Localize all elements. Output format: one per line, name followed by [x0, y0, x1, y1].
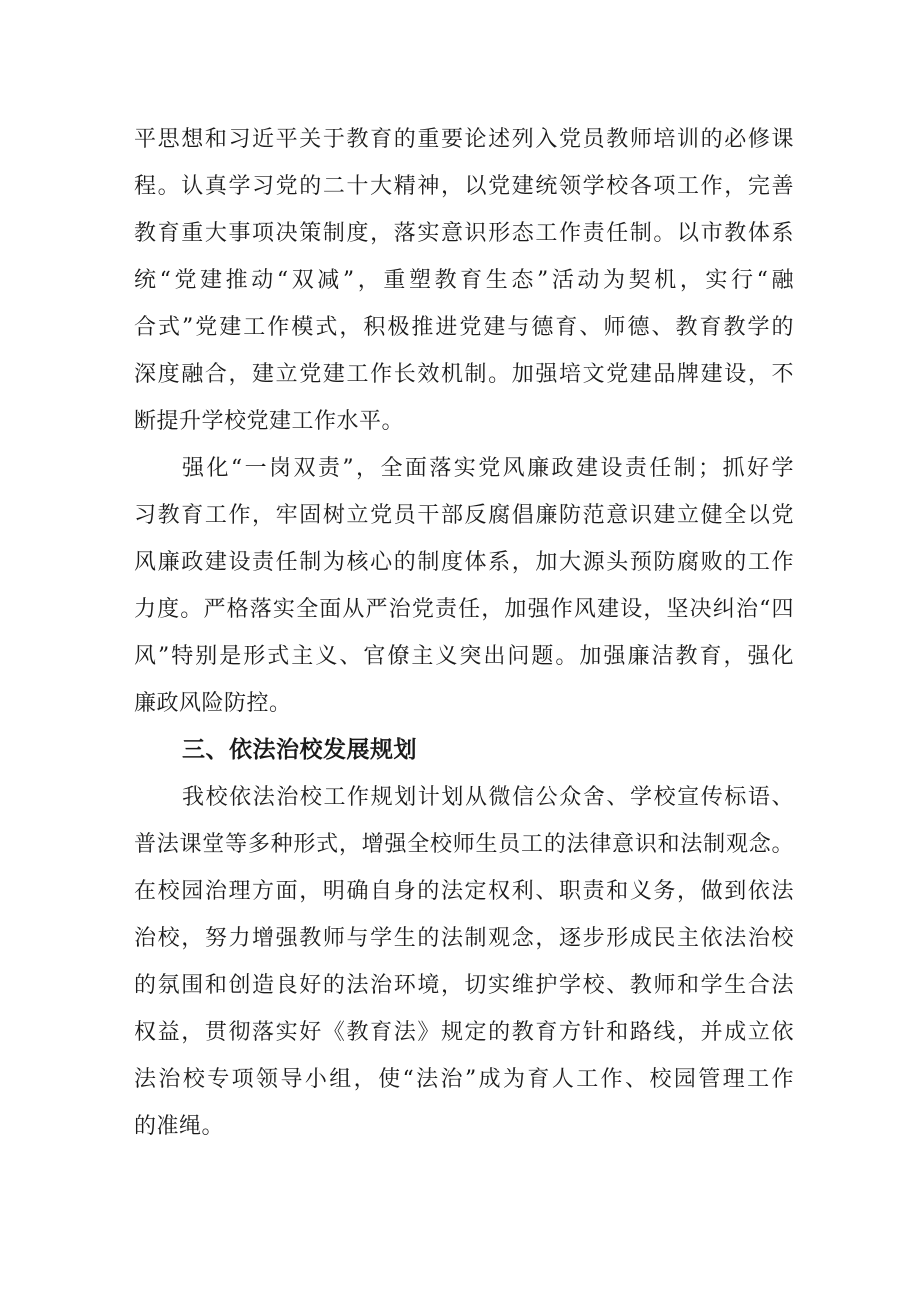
section-heading: 三、依法治校发展规划 [182, 737, 417, 763]
text-line: 断提升学校党建工作水平。 [134, 409, 405, 434]
text-line: 风”特别是形式主义、官僚主义突出问题。加强廉洁教育，强化 [134, 644, 794, 669]
text-line: 平思想和习近平关于教育的重要论述列入党员教师培训的必修课 [134, 127, 794, 152]
paragraph-anti-corruption [134, 445, 794, 727]
text-line: 力度。严格落实全面从严治党责任，加强作风建设，坚决纠治“四 [134, 597, 794, 622]
text-line: 的准绳。 [134, 1114, 225, 1139]
text-line: 法治校专项领导小组，使“法治”成为育人工作、校园管理工作 [134, 1067, 794, 1092]
text-line: 治校，努力增强教师与学生的法制观念，逐步形成民主依法治校 [134, 926, 794, 951]
text-line: 的氛围和创造良好的法治环境，切实维护学校、教师和学生合法 [134, 973, 794, 998]
text-line: 合式”党建工作模式，积极推进党建与德育、师德、教育教学的 [134, 315, 794, 340]
text-line: 风廉政建设责任制为核心的制度体系，加大源头预防腐败的工作 [134, 550, 794, 575]
text-line: 强化“一岗双责”，全面落实党风廉政建设责任制；抓好学 [182, 456, 794, 481]
text-line: 在校园治理方面，明确自身的法定权利、职责和义务，做到依法 [134, 879, 794, 904]
text-line: 程。认真学习党的二十大精神，以党建统领学校各项工作，完善 [134, 174, 794, 199]
paragraph-party-building [134, 116, 794, 445]
text-line: 深度融合，建立党建工作长效机制。加强培文党建品牌建设，不 [134, 362, 794, 387]
document-body [134, 116, 794, 1150]
text-line: 普法课堂等多种形式，增强全校师生员工的法律意识和法制观念。 [134, 832, 794, 857]
text-line: 我校依法治校工作规划计划从微信公众舍、学校宣传标语、 [182, 785, 794, 810]
text-line: 习教育工作，牢固树立党员干部反腐倡廉防范意识建立健全以党 [134, 503, 794, 528]
text-line: 廉政风险防控。 [134, 691, 292, 716]
paragraph-rule-of-law [134, 774, 794, 1150]
text-line: 统“党建推动“双减”，重塑教育生态”活动为契机，实行“融 [134, 268, 794, 293]
text-line: 权益，贯彻落实好《教育法》规定的教育方针和路线，并成立依 [134, 1020, 794, 1045]
text-line: 教育重大事项决策制度，落实意识形态工作责任制。以市教体系 [134, 221, 794, 246]
